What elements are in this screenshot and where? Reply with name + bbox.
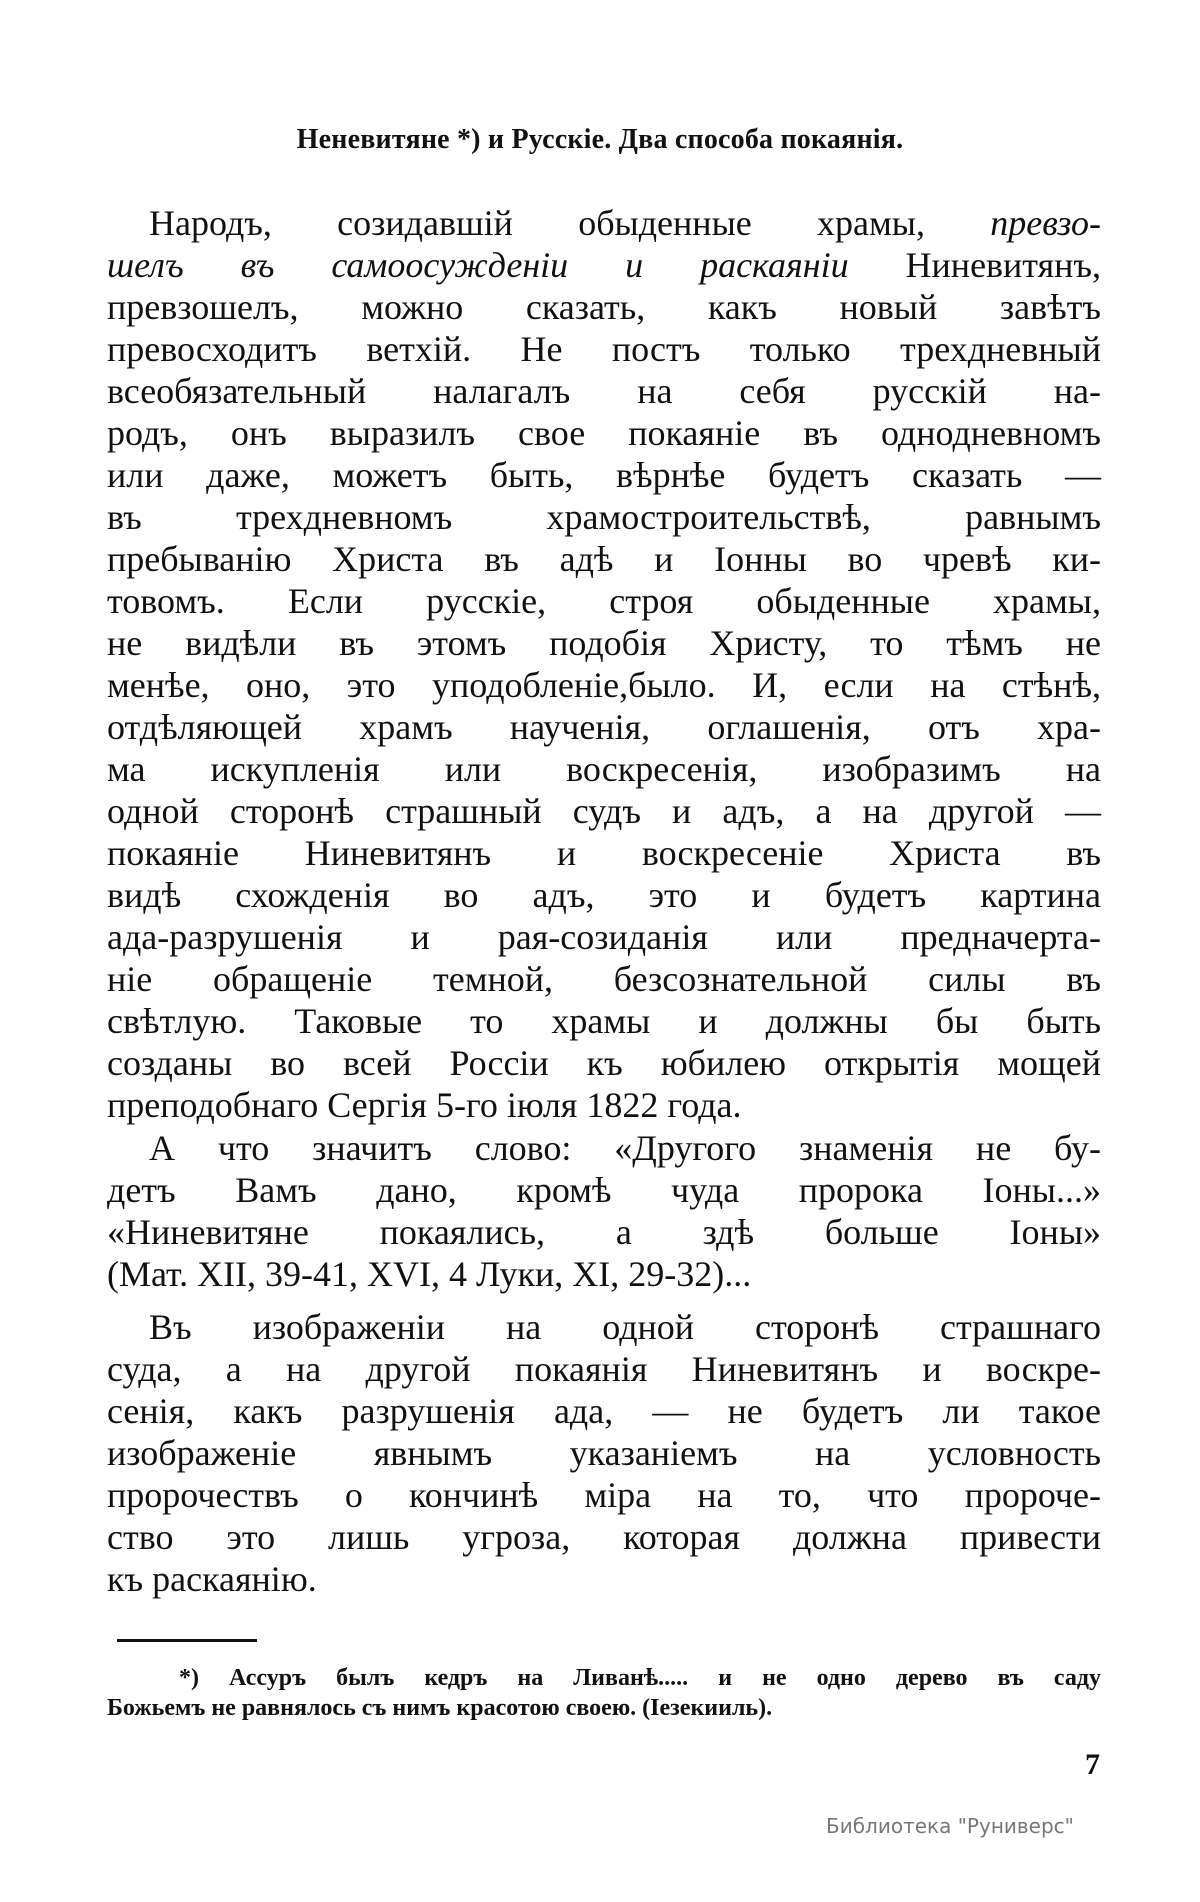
text-line bbox=[107, 1348, 1101, 1390]
text-line bbox=[107, 1000, 1101, 1042]
text-line bbox=[107, 916, 1101, 958]
text-line bbox=[107, 1432, 1101, 1474]
text-segment: Народъ, созидавшій обыденные храмы, bbox=[149, 203, 991, 243]
text-line bbox=[107, 1474, 1101, 1516]
text-segment: «Ниневитяне покаялись, а здѣ больше Іоны» bbox=[107, 1212, 1101, 1252]
text-segment: изображеніе явнымъ указаніемъ на условность bbox=[107, 1433, 1101, 1473]
text-line bbox=[107, 1211, 1101, 1253]
text-segment: въ трехдневномъ храмостроительствѣ, равнымъ bbox=[107, 497, 1101, 537]
text-line bbox=[107, 328, 1101, 370]
text-line bbox=[107, 412, 1101, 454]
italic-text: превзо- bbox=[990, 203, 1101, 243]
text-segment: или даже, можетъ быть, вѣрнѣе будетъ сказать — bbox=[107, 455, 1101, 495]
text-line bbox=[107, 1390, 1101, 1432]
text-line bbox=[107, 664, 1101, 706]
text-segment: превосходитъ ветхій. Не постъ только трехдневный bbox=[107, 329, 1101, 369]
text-line bbox=[107, 748, 1101, 790]
text-segment: Ниневитянъ, bbox=[848, 245, 1102, 285]
text-segment: покаяніе Ниневитянъ и воскресеніе Христа въ bbox=[107, 833, 1101, 873]
text-line bbox=[107, 874, 1101, 916]
italic-text: шелъ въ самоосужденіи и раскаяніи bbox=[107, 245, 849, 285]
text-line bbox=[107, 580, 1101, 622]
text-line bbox=[107, 1084, 1101, 1126]
text-line bbox=[107, 202, 1101, 244]
text-segment: детъ Вамъ дано, кромѣ чуда пророка Іоны...» bbox=[107, 1170, 1101, 1210]
text-line bbox=[107, 1253, 1101, 1295]
text-segment: одной сторонѣ страшный судъ и адъ, а на другой — bbox=[107, 791, 1101, 831]
library-watermark: Библиотека "Руниверс" bbox=[826, 1814, 1074, 1838]
text-line bbox=[107, 832, 1101, 874]
text-line bbox=[107, 1169, 1101, 1211]
text-line bbox=[107, 496, 1101, 538]
text-line bbox=[107, 1306, 1101, 1348]
text-segment: не видѣли въ этомъ подобія Христу, то тѣмъ не bbox=[107, 623, 1101, 663]
paragraph-2 bbox=[107, 1127, 1101, 1295]
text-segment: (Мат. XII, 39-41, XVI, 4 Луки, XI, 29-32)... bbox=[107, 1254, 752, 1294]
text-line bbox=[107, 790, 1101, 832]
text-line bbox=[107, 622, 1101, 664]
text-line bbox=[107, 370, 1101, 412]
text-segment: ніе обращеніе темной, безсознательной силы въ bbox=[107, 959, 1101, 999]
text-segment: сенія, какъ разрушенія ада, — не будетъ ли такое bbox=[107, 1391, 1101, 1431]
text-line bbox=[107, 286, 1101, 328]
paragraph-1 bbox=[107, 202, 1101, 1126]
text-line bbox=[107, 1042, 1101, 1084]
footnote-line: Божьемъ не равнялось съ нимъ красотою своею. (Іезекииль). bbox=[107, 1695, 773, 1721]
text-segment: созданы во всей Россіи къ юбилею открытія мощей bbox=[107, 1043, 1101, 1083]
text-segment: превзошелъ, можно сказать, какъ новый завѣтъ bbox=[107, 287, 1101, 327]
text-segment: товомъ. Если русскіе, строя обыденные храмы, bbox=[107, 581, 1101, 621]
text-segment: пророчествъ о кончинѣ міра на то, что пророче- bbox=[107, 1475, 1101, 1515]
text-segment: ство это лишь угроза, которая должна привести bbox=[107, 1517, 1101, 1557]
text-segment: видѣ схожденія во адъ, это и будетъ картина bbox=[107, 875, 1101, 915]
text-line bbox=[107, 958, 1101, 1000]
text-line bbox=[107, 1558, 1101, 1600]
text-segment: ма искупленія или воскресенія, изобразимъ на bbox=[107, 749, 1101, 789]
text-segment: менѣе, оно, это уподобленіе,было. И, если на стѣнѣ, bbox=[107, 665, 1101, 705]
text-segment: суда, а на другой покаянія Ниневитянъ и воскре- bbox=[107, 1349, 1101, 1389]
text-segment: преподобнаго Сергія 5-го іюля 1822 года. bbox=[107, 1085, 742, 1125]
paragraph-3 bbox=[107, 1306, 1101, 1600]
footnote bbox=[107, 1663, 1101, 1723]
chapter-title: Неневитяне *) и Русскіе. Два способа покаянія. bbox=[296, 124, 904, 155]
text-segment: отдѣляющей храмъ наученія, оглашенія, отъ хра- bbox=[107, 707, 1101, 747]
text-line bbox=[107, 1516, 1101, 1558]
footnote-divider bbox=[117, 1639, 257, 1642]
footnote-line: *) Ассуръ былъ кедръ на Ливанѣ..... и не одно дерево въ саду bbox=[179, 1665, 1101, 1691]
text-line bbox=[107, 706, 1101, 748]
text-segment: свѣтлую. Таковые то храмы и должны бы быть bbox=[107, 1001, 1101, 1041]
text-line bbox=[107, 454, 1101, 496]
text-line bbox=[107, 244, 1101, 286]
text-segment: ада-разрушенія и рая-созиданія или предначерта- bbox=[107, 917, 1101, 957]
text-segment: А что значитъ слово: «Другого знаменія не бу- bbox=[149, 1128, 1101, 1168]
page-number: 7 bbox=[1085, 1748, 1100, 1781]
text-segment: Въ изображеніи на одной сторонѣ страшнаго bbox=[149, 1307, 1101, 1347]
text-segment: всеобязательный налагалъ на себя русскій на- bbox=[107, 371, 1101, 411]
text-segment: родъ, онъ выразилъ свое покаяніе въ однодневномъ bbox=[107, 413, 1101, 453]
text-line bbox=[107, 538, 1101, 580]
text-segment: пребыванію Христа въ адѣ и Іонны во чревѣ ки- bbox=[107, 539, 1101, 579]
text-segment: къ раскаянію. bbox=[107, 1559, 317, 1599]
text-line bbox=[107, 1127, 1101, 1169]
